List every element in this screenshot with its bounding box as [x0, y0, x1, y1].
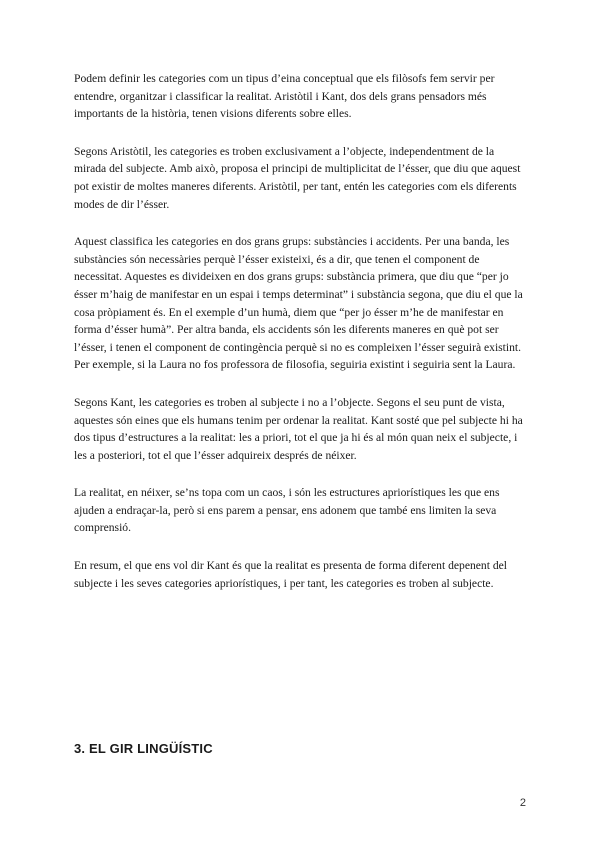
- paragraph-kant: Segons Kant, les categories es troben al subjecte i no a l’objecte. Segons el seu punt de vista, aquestes són eines que els humans tenim per ordenar la realitat. Kant sosté que pel subjecte hi ha dos tipus d’estructures a la realitat: les a priori, tot el que ja hi és al món quan neix el subjecte, i les a posteriori, tot el que l’ésser adquireix després de néixer.: [74, 395, 523, 462]
- paragraph-intro: Podem definir les categories com un tipus d’eina conceptual que els filòsofs fem servir per entendre, organitzar i classificar la realitat. Aristòtil i Kant, dos dels grans pensadors més importants de la història, tenen visions diferents sobre elles.: [74, 72, 495, 121]
- paragraph-reality-chaos: La realitat, en néixer, se’ns topa com un caos, i són les estructures apriorístiques les que ens ajuden a endraçar-la, però si ens parem a pensar, ens adonem que també ens limiten la seva comprensió.: [74, 486, 500, 535]
- paragraph-aristotle: Segons Aristòtil, les categories es troben exclusivament a l’objecte, independentment de la mirada del subjecte. Amb això, proposa el principi de multiplicitat de l’ésser, que diu que aquest pot existir de moltes maneres diferents. Aristòtil, per tant, entén les categories com els diferents modes de dir l’ésser.: [74, 144, 521, 211]
- paragraph-substances-accidents: Aquest classifica les categories en dos grans grups: substàncies i accidents. Per una banda, les substàncies són necessàries perquè l’ésser existeixi, és a dir, que tenen el component de necessitat. Aquestes es divideixen en dos grans grups: substància primera, que diu que “per jo ésser m’haig de manifestar en un espai i temps determinat” i substància segona, que diu el que la cosa pròpiament és. En el exemple d’un humà, diem que “per jo ésser m’he de manifestar en forma d’ésser humà”. Per altra banda, els accidents són les diferents maneres en què pot ser l’ésser, i tenen el component de contingència perquè si no es compleixen l’ésser seguirà existint. Per exemple, si la Laura no fos professora de filosofia, seguiria existint i seguiria sent la Laura.: [74, 235, 523, 372]
- paragraph-summary: En resum, el que ens vol dir Kant és que la realitat es presenta de forma diferent depenent del subjecte i les seves categories apriorístiques, i per tant, les categories es troben al subjecte.: [74, 559, 507, 590]
- page-number: 2: [519, 797, 526, 809]
- section-heading: 3. EL GIR LINGÜÍSTIC: [74, 741, 213, 756]
- document-body: [74, 70, 526, 612]
